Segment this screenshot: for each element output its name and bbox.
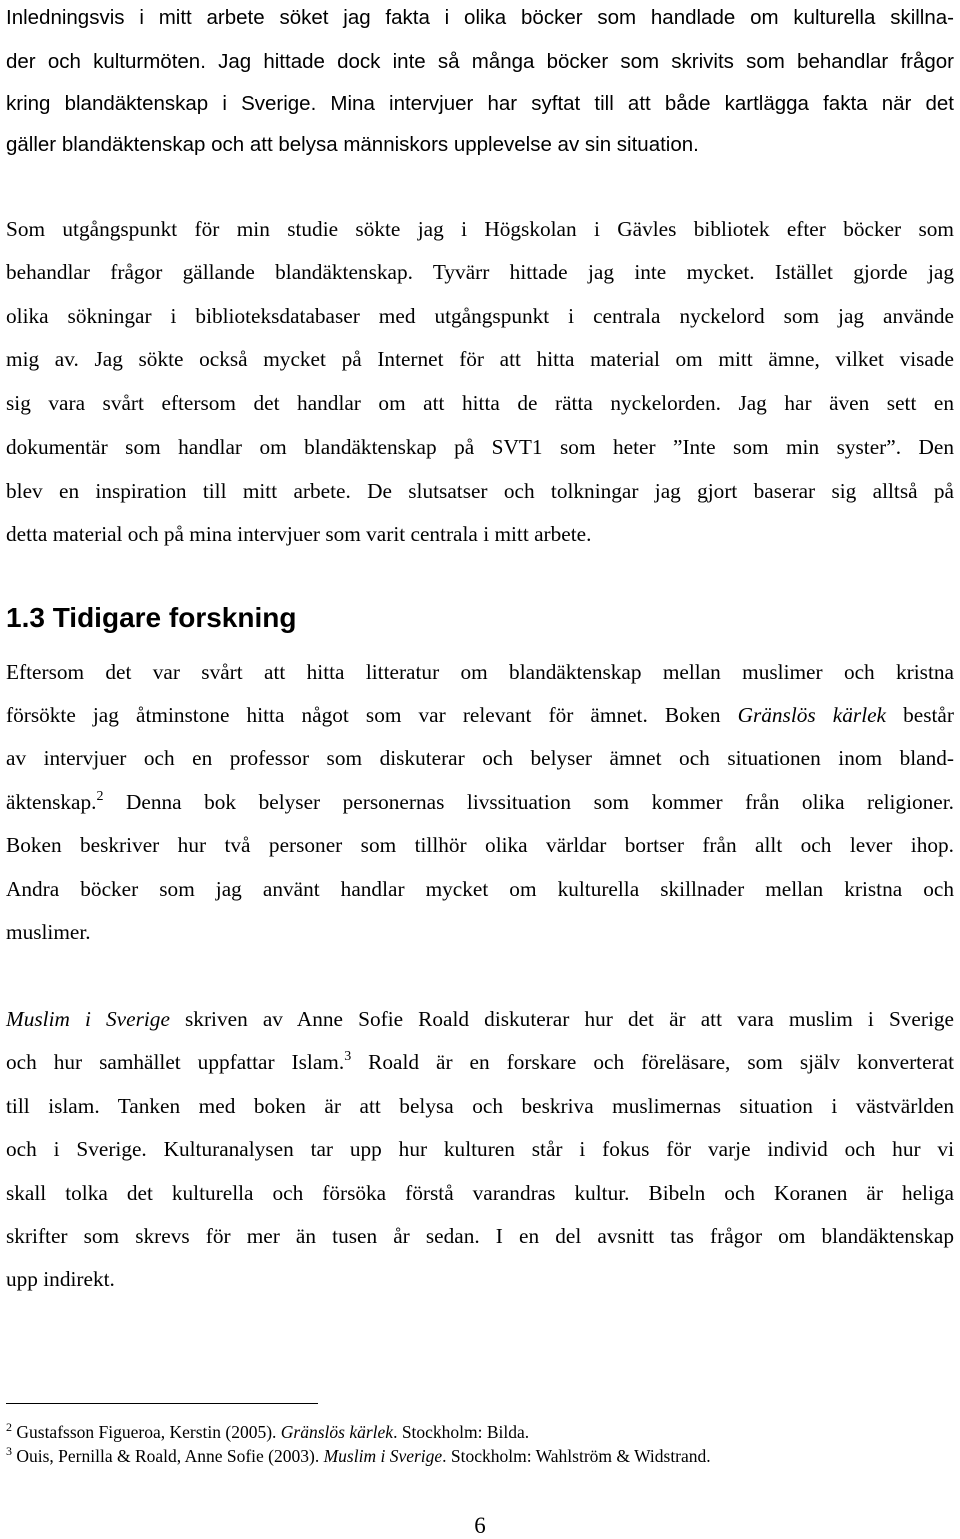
roald-line-4: och i Sverige. Kulturanalysen tar upp hur kulturen står i fokus för varje individ och hur vi — [6, 1137, 954, 1161]
research-line-6: Andra böcker som jag använt handlar mycket om kulturella skillnader mellan kristna och — [6, 877, 954, 901]
footnote-3: $^3$ Ouis, Pernilla & Roald, Anne Sofie (2003). Muslim i Sverige. Stockholm: Wahlström & Widstrand. — [6, 1444, 711, 1466]
section-heading: 1.3 Tidigare forskning — [6, 602, 297, 633]
intro-line-3: kring blandäktenskap i Sverige. Mina intervjuer har syftat till att både kartlägga fakta när det — [6, 92, 954, 115]
roald-line-5: skall tolka det kulturella och försöka förstå varandras kultur. Bibeln och Koranen är heliga — [6, 1181, 954, 1205]
method-line-2: behandlar frågor gällande blandäktenskap. Tyvärr hittade jag inte mycket. Istället gjorde jag — [6, 260, 954, 284]
method-line-8: detta material och på mina intervjuer som varit centrala i mitt arbete. — [6, 522, 592, 546]
method-line-7: blev en inspiration till mitt arbete. De slutsatser och tolkningar jag gjort baserar sig alltså på — [6, 479, 954, 503]
research-line-1: Eftersom det var svårt att hitta litteratur om blandäktenskap mellan muslimer och kristna — [6, 660, 954, 684]
page-number: 6 — [474, 1513, 486, 1538]
method-line-5: sig vara svårt eftersom det handlar om att hitta de rätta nyckelorden. Jag har även sett en — [6, 391, 954, 415]
roald-line-3: till islam. Tanken med boken är att belysa och beskriva muslimernas situation i västvärlden — [6, 1094, 954, 1118]
method-line-6: dokumentär som handlar om blandäktenskap på SVT1 som heter ”Inte som min syster”. Den — [6, 435, 954, 459]
roald-line-1: Muslim i Sverige skriven av Anne Sofie Roald diskuterar hur det är att vara muslim i Sverige — [6, 1007, 954, 1031]
research-line-4: äktenskap.$^2$ Denna bok belyser personernas livssituation som kommer från olika religioner. — [6, 789, 954, 814]
method-line-3: olika sökningar i biblioteksdatabaser med utgångspunkt i centrala nyckelord som jag använde — [6, 304, 954, 328]
roald-line-2: och hur samhället uppfattar Islam.$^3$ Roald är en forskare och föreläsare, som själv konverterat — [6, 1049, 954, 1074]
research-line-3: av intervjuer och en professor som diskuterar och belyser ämnet och situationen inom bland- — [6, 746, 954, 770]
research-line-7: muslimer. — [6, 920, 91, 944]
intro-line-2: der och kulturmöten. Jag hittade dock inte så många böcker som skrivits som behandlar frågor — [6, 50, 954, 73]
method-line-1: Som utgångspunkt för min studie sökte jag i Högskolan i Gävles bibliotek efter böcker som — [6, 217, 954, 241]
footnote-2: $^2$ Gustafsson Figueroa, Kerstin (2005). Gränslös kärlek. Stockholm: Bilda. — [6, 1420, 530, 1442]
book-title-muslim-i-sverige: Muslim i Sverige — [6, 1007, 170, 1031]
book-title-granslos-karlek: Gränslös kärlek — [737, 703, 887, 727]
footnote-ref-3[interactable]: 3 — [344, 1049, 352, 1064]
intro-line-4: gäller blandäktenskap och att belysa människors upplevelse av sin situation. — [6, 133, 699, 156]
intro-line-1: Inledningsvis i mitt arbete söket jag fakta i olika böcker som handlade om kulturella skillna- — [6, 6, 954, 29]
roald-line-6: skrifter som skrevs för mer än tusen år sedan. I en del avsnitt tas frågor om blandäktenskap — [6, 1224, 954, 1248]
footnote-divider — [6, 1403, 318, 1404]
research-line-2: försökte jag åtminstone hitta något som var relevant för ämnet. Boken Gränslös kärlek består — [6, 703, 954, 727]
roald-line-7: upp indirekt. — [6, 1267, 115, 1291]
research-line-5: Boken beskriver hur två personer som tillhör olika världar bortser från allt och lever ihop. — [6, 833, 954, 857]
footnote-ref-2[interactable]: 2 — [96, 789, 104, 804]
method-line-4: mig av. Jag sökte också mycket på Internet för att hitta material om mitt ämne, vilket visade — [6, 347, 954, 371]
